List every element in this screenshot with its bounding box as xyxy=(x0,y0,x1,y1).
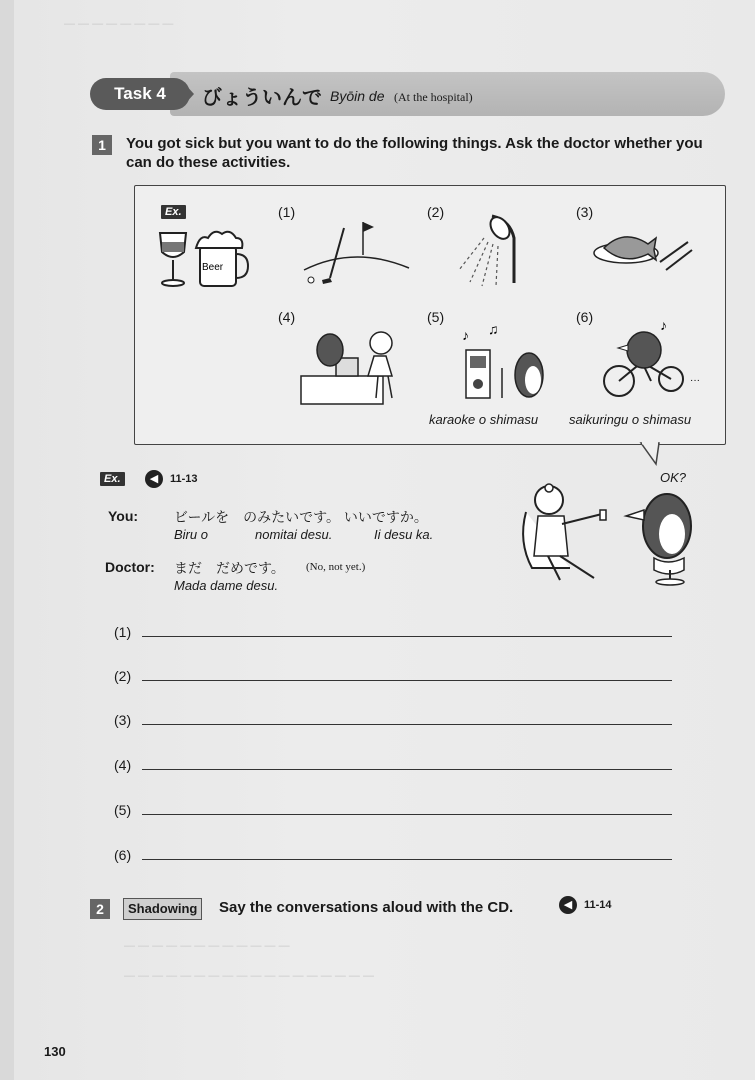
answer-1-line[interactable] xyxy=(142,636,672,637)
task-title-jp: びょういんで xyxy=(202,87,322,109)
section-1-instruction: You got sick but you want to do the following things. Ask the doctor whether you can do these activities. xyxy=(126,135,703,171)
bleed-through-text: — — — — — — — — xyxy=(64,18,174,30)
doctor-icon xyxy=(523,484,606,580)
beer-label: Beer xyxy=(202,262,224,273)
workbook-page xyxy=(14,0,755,1080)
svg-text:♪: ♪ xyxy=(660,317,667,333)
answer-2-line[interactable] xyxy=(142,680,672,681)
bicycle-icon xyxy=(604,317,700,396)
task-label: Task 4 xyxy=(90,78,190,110)
answer-5-line[interactable] xyxy=(142,814,672,815)
answer-1-number: (1) xyxy=(114,624,132,640)
answer-4-line[interactable] xyxy=(142,769,672,770)
bleed-through-text-bottom-2: — — — — — — — — — — — — — — — — — — xyxy=(124,970,374,982)
bleed-through-text-bottom: — — — — — — — — — — — — xyxy=(124,940,290,952)
doctor-penguin-illustration xyxy=(504,468,704,588)
fish-dish-icon xyxy=(594,237,692,270)
doctor-translation: (No, not yet.) xyxy=(306,561,366,573)
page-number: 130 xyxy=(44,1044,66,1059)
you-romaji-1: Biru o xyxy=(174,527,208,542)
you-japanese: ビールを のみたいです。 いいですか。 xyxy=(174,509,428,525)
svg-text:···: ··· xyxy=(690,375,700,386)
task-title-en: (At the hospital) xyxy=(394,90,473,104)
example-ex-badge: Ex. xyxy=(100,472,125,486)
beer-mug-icon xyxy=(196,232,248,286)
speech-bubble-text: OK? xyxy=(660,470,687,485)
pictures-ex-badge: Ex. xyxy=(161,205,186,219)
answer-3-number: (3) xyxy=(114,712,132,728)
shadowing-tag: Shadowing xyxy=(123,898,202,920)
golf-icon xyxy=(304,222,409,284)
shower-icon xyxy=(459,214,514,286)
answer-6-line[interactable] xyxy=(142,859,672,860)
section-2-instruction: Say the conversations aloud with the CD. xyxy=(219,899,514,916)
answer-2-number: (2) xyxy=(114,668,132,684)
doctor-japanese: まだ だめです。 xyxy=(174,560,285,576)
section-1-number: 1 xyxy=(92,135,112,155)
picture-2-number: (2) xyxy=(427,204,445,220)
picture-6-caption: saikuringu o shimasu xyxy=(569,412,692,427)
picture-5-number: (5) xyxy=(427,309,445,325)
answer-3-line[interactable] xyxy=(142,724,672,725)
picture-3-number: (3) xyxy=(576,204,594,220)
picture-6-number: (6) xyxy=(576,309,594,325)
task-title-romaji: Byōin de xyxy=(330,88,385,104)
you-romaji-2: nomitai desu. xyxy=(255,527,333,542)
example-track-number: 11-13 xyxy=(170,473,198,485)
bubble-tail xyxy=(641,443,659,464)
section-2-number: 2 xyxy=(90,899,110,919)
computer-desk-icon xyxy=(301,332,392,404)
answer-6-number: (6) xyxy=(114,847,132,863)
answer-5-number: (5) xyxy=(114,802,132,818)
you-label: You: xyxy=(108,508,139,524)
doctor-romaji: Mada dame desu. xyxy=(174,578,279,593)
penguin-icon xyxy=(626,494,691,585)
picture-1-number: (1) xyxy=(278,204,296,220)
speaker-icon[interactable]: ◀ xyxy=(145,470,163,488)
svg-text:♫: ♫ xyxy=(488,321,499,337)
picture-4-number: (4) xyxy=(278,309,296,325)
you-romaji-3: Ii desu ka. xyxy=(374,527,434,542)
wine-glass-icon xyxy=(160,233,186,286)
pictures-illustration xyxy=(14,0,755,480)
speaker-icon[interactable]: ◀ xyxy=(559,896,577,914)
section-2-track-number: 11-14 xyxy=(584,899,612,911)
doctor-label: Doctor: xyxy=(105,559,155,575)
karaoke-icon xyxy=(462,321,543,398)
picture-5-caption: karaoke o shimasu xyxy=(429,412,539,427)
svg-text:♪: ♪ xyxy=(462,327,469,343)
answer-4-number: (4) xyxy=(114,757,132,773)
